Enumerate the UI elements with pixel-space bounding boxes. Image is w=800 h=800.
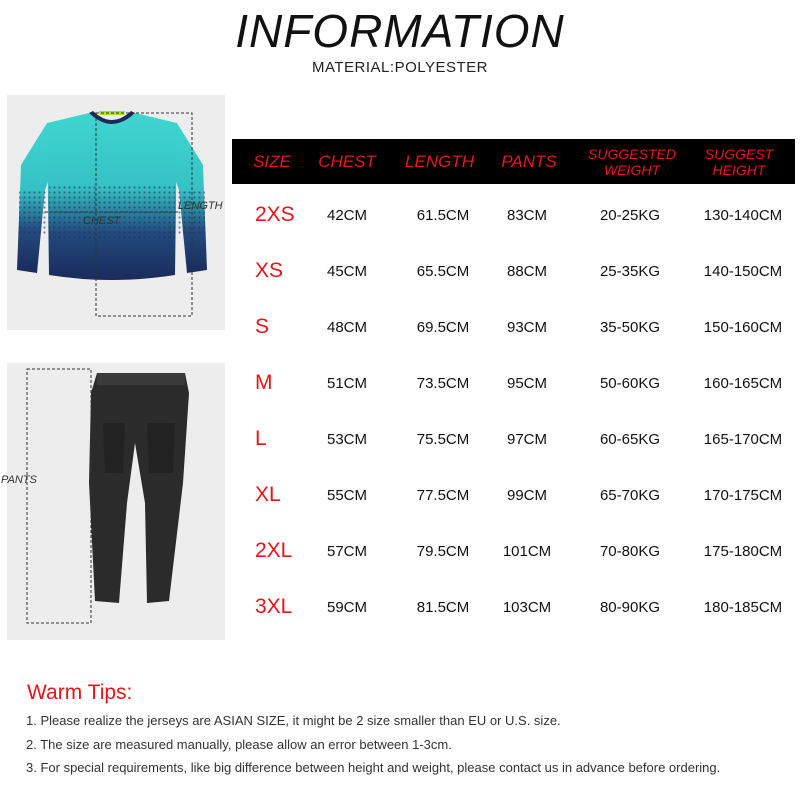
table-row xyxy=(0,419,800,459)
table-row xyxy=(0,475,800,515)
table-row xyxy=(0,363,800,403)
weight-cell: 70-80KG xyxy=(599,542,661,560)
pants-label: PANTS xyxy=(1,474,37,486)
weight-cell: 25-35KG xyxy=(599,262,661,280)
size-cell: S xyxy=(255,315,270,338)
pants-cell: 103CM xyxy=(502,598,552,616)
weight-cell: 65-70KG xyxy=(599,486,661,504)
table-row xyxy=(0,307,800,347)
warm-tips-title: Warm Tips: xyxy=(27,681,133,704)
header-suggested-weight: SUGGESTED WEIGHT xyxy=(588,145,676,178)
tip-item: 2. The size are measured manually, please allow an error between 1-3cm. xyxy=(26,737,452,752)
chest-cell: 45CM xyxy=(326,262,367,280)
weight-cell: 80-90KG xyxy=(599,598,661,616)
height-cell: 170-175CM xyxy=(703,486,783,504)
pants-cell: 88CM xyxy=(506,262,547,280)
pants-cell: 97CM xyxy=(506,430,547,448)
weight-cell: 20-25KG xyxy=(599,206,661,224)
size-cell: 2XL xyxy=(255,539,293,562)
chest-cell: 53CM xyxy=(326,430,367,448)
table-row xyxy=(0,195,800,235)
pants-cell: 99CM xyxy=(506,486,547,504)
height-cell: 150-160CM xyxy=(703,318,783,336)
size-cell: 2XS xyxy=(255,203,295,226)
height-cell: 165-170CM xyxy=(703,430,783,448)
length-cell: 65.5CM xyxy=(416,262,470,280)
length-cell: 75.5CM xyxy=(416,430,470,448)
length-cell: 77.5CM xyxy=(416,486,470,504)
chest-label: CHEST xyxy=(83,215,121,227)
length-label: LENGTH xyxy=(178,200,223,212)
chest-cell: 59CM xyxy=(326,598,367,616)
length-cell: 61.5CM xyxy=(416,206,470,224)
length-cell: 73.5CM xyxy=(416,374,470,392)
chest-cell: 42CM xyxy=(326,206,367,224)
header-length: LENGTH xyxy=(405,151,474,171)
height-cell: 175-180CM xyxy=(703,542,783,560)
size-cell: 3XL xyxy=(255,595,293,618)
tip-item: 1. Please realize the jerseys are ASIAN SIZE, it might be 2 size smaller than EU or U.S. size. xyxy=(26,713,561,728)
pants-cell: 101CM xyxy=(502,542,552,560)
weight-cell: 50-60KG xyxy=(599,374,661,392)
table-row xyxy=(0,587,800,627)
header-chest: CHEST xyxy=(318,151,376,171)
pants-cell: 95CM xyxy=(506,374,547,392)
chest-cell: 57CM xyxy=(326,542,367,560)
tip-item: 3. For special requirements, like big difference between height and weight, please contact us in advance before ordering. xyxy=(26,760,721,775)
material-subtitle: MATERIAL:POLYESTER xyxy=(312,59,488,76)
weight-cell: 35-50KG xyxy=(599,318,661,336)
length-cell: 81.5CM xyxy=(416,598,470,616)
header-pants: PANTS xyxy=(501,151,557,171)
height-cell: 160-165CM xyxy=(703,374,783,392)
size-cell: XS xyxy=(255,259,284,282)
table-row xyxy=(0,251,800,291)
size-cell: XL xyxy=(255,483,281,506)
height-cell: 180-185CM xyxy=(703,598,783,616)
chest-cell: 48CM xyxy=(326,318,367,336)
length-cell: 69.5CM xyxy=(416,318,470,336)
size-table-header xyxy=(232,139,795,184)
size-cell: M xyxy=(255,371,273,394)
pants-cell: 93CM xyxy=(506,318,547,336)
height-cell: 130-140CM xyxy=(703,206,783,224)
header-suggest-height: SUGGEST HEIGHT xyxy=(704,145,774,178)
height-cell: 140-150CM xyxy=(703,262,783,280)
page-title: INFORMATION xyxy=(235,5,565,57)
pants-cell: 83CM xyxy=(506,206,547,224)
chest-cell: 55CM xyxy=(326,486,367,504)
weight-cell: 60-65KG xyxy=(599,430,661,448)
chest-cell: 51CM xyxy=(326,374,367,392)
table-row xyxy=(0,531,800,571)
length-cell: 79.5CM xyxy=(416,542,470,560)
size-cell: L xyxy=(255,427,267,450)
header-size: SIZE xyxy=(253,151,291,171)
